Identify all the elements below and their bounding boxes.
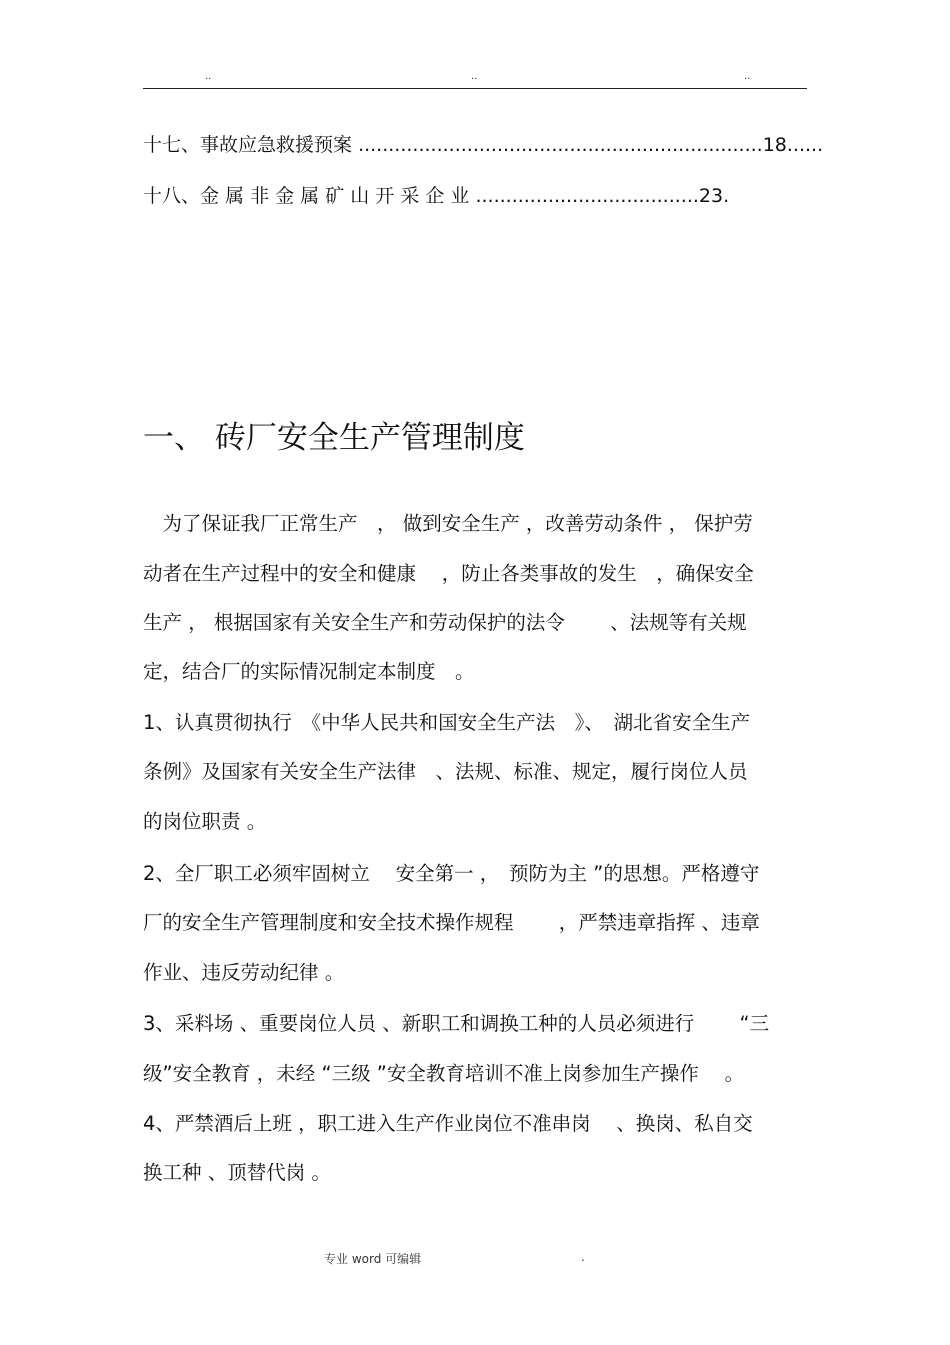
body-line: 4、严禁酒后上班 ，职工进入生产作业岗位不准串岗 、换岗、私自交 <box>143 1112 753 1135</box>
toc-entry <box>143 130 823 157</box>
body-line: 作业、违反劳动纪律 。 <box>143 961 345 984</box>
header-mark: .. <box>471 71 478 82</box>
header-mark: .. <box>744 71 751 82</box>
toc-entry <box>143 181 729 208</box>
footer-dot: . <box>581 1250 585 1264</box>
toc-leader: ..................................... <box>475 185 699 207</box>
toc-leader: ................................................................... <box>358 134 763 156</box>
body-line: 定，结合厂的实际情况制定本制度 。 <box>143 660 475 683</box>
body-line: 生产 ， 根据国家有关安全生产和劳动保护的法令 、法规等有关规 <box>143 611 747 634</box>
body-line: 换工种 、顶替代岗 。 <box>143 1161 331 1184</box>
header-rule <box>143 88 807 89</box>
toc-page: 18...... <box>762 134 824 156</box>
toc-label: 十七、事故应急救援预案 <box>143 134 353 156</box>
body-line: 为了保证我厂正常生产 ， 做到安全生产 ，改善劳动条件 ， 保护劳 <box>143 512 753 535</box>
body-line: 级”安全教育 ，未经 “三级 ”安全教育培训不准上岗参加生产操作 。 <box>143 1062 745 1085</box>
body-line: 厂的安全生产管理制度和安全技术操作规程 ，严禁违章指挥 、违章 <box>143 911 760 934</box>
body-line: 动者在生产过程中的安全和健康 ，防止各类事故的发生 ，确保安全 <box>143 562 754 585</box>
toc-page: 23. <box>698 185 730 207</box>
body-line: 2、全厂职工必须牢固树立 安全第一 ， 预防为主 ”的思想。严格遵守 <box>143 862 760 885</box>
body-line: 条例》及国家有关安全生产法律 、法规、标准、规定，履行岗位人员 <box>143 760 748 783</box>
section-title: 一、 砖厂安全生产管理制度 <box>143 420 525 456</box>
header-mark: .. <box>205 71 212 82</box>
body-line: 的岗位职责 。 <box>143 810 267 833</box>
body-line: 1、认真贯彻执行 《中华人民共和国安全生产法 》、 湖北省安全生产 <box>143 711 751 734</box>
footer-text: 专业 word 可编辑 <box>324 1252 422 1266</box>
body-line: 3、采料场 、重要岗位人员 、新职工和调换工种的人员必须进行 “三 <box>143 1012 770 1035</box>
toc-label: 十八、金 属 非 金 属 矿 山 开 采 企 业 <box>143 185 470 207</box>
